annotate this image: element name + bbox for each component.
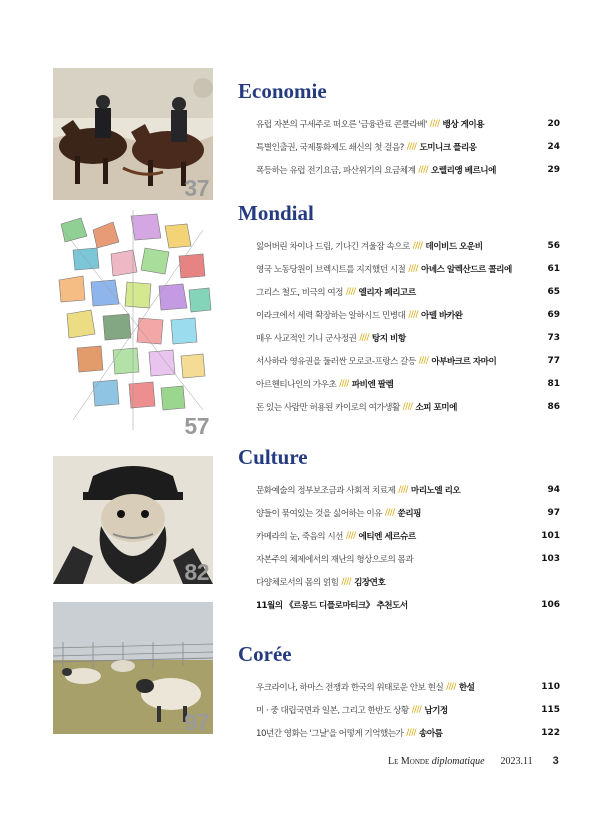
separator: //// <box>408 263 418 274</box>
separator: //// <box>406 141 417 152</box>
toc-entry[interactable] <box>240 234 560 257</box>
article-title: 잃어버린 차이나 드림, 기나긴 겨울잠 속으로 <box>256 241 410 252</box>
section-title: Mondial <box>238 201 314 225</box>
article-page: 73 <box>547 332 560 343</box>
page-footer <box>388 755 559 767</box>
article-author: 탕지 비항 <box>371 333 406 344</box>
article-title: 그리스 철도, 비극의 여정 <box>256 287 343 298</box>
toc-entry[interactable] <box>240 280 560 303</box>
article-page: 29 <box>547 164 560 175</box>
article-title: 돈 있는 사람만 허용된 카이로의 여가생활 <box>256 402 400 413</box>
thumbnail-bearded-man <box>53 456 213 584</box>
toc-entry[interactable] <box>240 395 560 418</box>
article-page: 69 <box>547 309 560 320</box>
section-title: Culture <box>238 445 308 469</box>
article-title: 10년간 영화는 '그날'을 어떻게 기억했는가 <box>256 728 404 739</box>
article-page: 77 <box>547 355 560 366</box>
article-title: 미 · 중 대립국면과 일본, 그리고 한반도 상황 <box>256 705 409 716</box>
article-author: 뱅상 게이용 <box>442 119 485 130</box>
article-author: 아녜스 알렉산드르 콜리에 <box>420 264 512 275</box>
article-page: 94 <box>547 484 560 495</box>
article-title: 이라크에서 세력 확장하는 알하시드 민병대 <box>256 310 406 321</box>
article-author: 데이비드 오운비 <box>425 241 483 252</box>
separator: //// <box>398 484 408 495</box>
separator: //// <box>429 118 440 129</box>
toc-entry[interactable] <box>240 501 560 524</box>
issue-date: 2023.11 <box>500 756 533 767</box>
separator: //// <box>339 378 349 389</box>
separator: //// <box>411 704 422 715</box>
article-title: 문화예술의 정부보조금과 사회적 치료제 <box>256 485 396 496</box>
separator: //// <box>345 286 356 297</box>
toc-entry[interactable] <box>240 478 560 501</box>
section-page-number: 37 <box>184 175 209 200</box>
article-title: 자본주의 체제에서의 재난의 형상으로의 몸과 <box>256 554 414 565</box>
article-page: 56 <box>547 240 560 251</box>
toc-entry[interactable] <box>240 547 560 570</box>
article-title: 매우 사교적인 기니 군사정권 <box>256 333 357 344</box>
separator: //// <box>345 530 356 541</box>
toc-entry[interactable] <box>240 158 560 181</box>
section-page-number: 57 <box>184 413 209 438</box>
article-author: 한설 <box>458 682 475 693</box>
separator: //// <box>418 355 429 366</box>
article-title: 우크라이나, 하마스 전쟁과 한국의 위태로운 안보 현실 <box>256 682 444 693</box>
brand-monde: Monde <box>400 756 430 767</box>
toc-entry[interactable] <box>240 675 560 698</box>
article-author: 아부바크르 자마이 <box>431 356 497 367</box>
separator: //// <box>359 332 369 343</box>
thumbnail-sheep-field <box>53 602 213 734</box>
article-title: 11월의 《르몽드 디플로마티크》 추천도서 <box>256 600 408 611</box>
separator: //// <box>384 507 395 518</box>
article-author: 파비엔 팔렘 <box>351 379 394 390</box>
publication-name <box>388 756 485 767</box>
article-page: 122 <box>541 727 560 738</box>
article-page: 101 <box>541 530 560 541</box>
article-author: 소피 포미에 <box>415 402 457 413</box>
article-page: 24 <box>547 141 560 152</box>
article-title: 폭등하는 유럽 전기요금, 파산위기의 요금체계 <box>256 165 416 176</box>
article-author: 마리노엘 리오 <box>410 485 461 496</box>
toc-entry[interactable] <box>240 303 560 326</box>
toc-entry[interactable] <box>240 112 560 135</box>
section-coree <box>240 641 560 744</box>
toc-entry[interactable] <box>240 524 560 547</box>
section-title: Economie <box>238 79 327 103</box>
toc-entry-recommended-books[interactable] <box>240 593 560 616</box>
article-page: 81 <box>547 378 560 389</box>
article-author: 아델 바카완 <box>420 310 463 321</box>
article-author: 김장연호 <box>354 577 386 588</box>
toc-entry-continuation[interactable] <box>240 570 560 593</box>
article-title: 카메라의 눈, 죽음의 시선 <box>256 531 343 542</box>
toc-entry[interactable] <box>240 698 560 721</box>
toc-entry[interactable] <box>240 349 560 372</box>
article-title: 서사하라 영유권을 둘러싼 모로코-프랑스 갈등 <box>256 356 416 367</box>
article-title: 유럽 자본의 구세주로 떠오른 '금융관료 콘클라베' <box>256 119 427 130</box>
article-author: 엘리자 페리고르 <box>358 287 416 298</box>
article-title: 아르헨티나인의 가우초 <box>256 379 337 390</box>
article-title: 다양체로서의 몸의 얽힘 <box>256 577 339 588</box>
section-title: Corée <box>238 642 292 666</box>
page-number: 3 <box>552 755 559 767</box>
thumbnail-horse-riders <box>53 68 213 200</box>
section-page-number: 97 <box>184 709 209 734</box>
brand-diplomatique: diplomatique <box>431 756 485 767</box>
article-page: 103 <box>541 553 560 564</box>
article-page: 86 <box>547 401 560 412</box>
separator: //// <box>341 576 352 587</box>
article-author: 에티엔 세르슈르 <box>358 531 416 542</box>
toc-entry[interactable] <box>240 257 560 280</box>
section-culture <box>240 444 560 616</box>
separator: //// <box>412 240 423 251</box>
separator: //// <box>408 309 418 320</box>
article-page: 61 <box>547 263 560 274</box>
section-economie <box>240 78 560 181</box>
article-page: 115 <box>541 704 560 715</box>
separator: //// <box>446 681 456 692</box>
toc-entry[interactable] <box>240 372 560 395</box>
article-page: 97 <box>547 507 560 518</box>
separator: //// <box>402 401 413 412</box>
thumbnail-colorful-cubes <box>53 210 213 438</box>
colorful-cubes-artwork <box>53 210 213 438</box>
article-page: 20 <box>547 118 560 129</box>
section-mondial <box>240 200 560 418</box>
article-title: 특별인출권, 국제통화제도 쇄신의 첫 걸음? <box>256 142 404 153</box>
article-author: 도미니크 플리옹 <box>419 142 477 153</box>
section-page-number: 82 <box>184 559 209 584</box>
separator: //// <box>406 727 417 738</box>
article-page: 106 <box>541 599 560 610</box>
article-title: 양들이 묶여있는 것을 싫어하는 이유 <box>256 508 382 519</box>
separator: //// <box>418 164 428 175</box>
article-author: 쑨리핑 <box>397 508 421 519</box>
article-title: 영국 노동당원이 브렉시트를 지지했던 시절 <box>256 264 406 275</box>
article-author: 송아름 <box>419 728 443 739</box>
article-author: 남기정 <box>424 705 448 716</box>
toc-entry[interactable] <box>240 135 560 158</box>
toc-entry[interactable] <box>240 326 560 349</box>
article-page: 110 <box>541 681 560 692</box>
brand-le: Le <box>388 756 399 767</box>
toc-entry[interactable] <box>240 721 560 744</box>
article-author: 오렐리앵 베르니에 <box>430 165 496 176</box>
article-page: 65 <box>547 286 560 297</box>
